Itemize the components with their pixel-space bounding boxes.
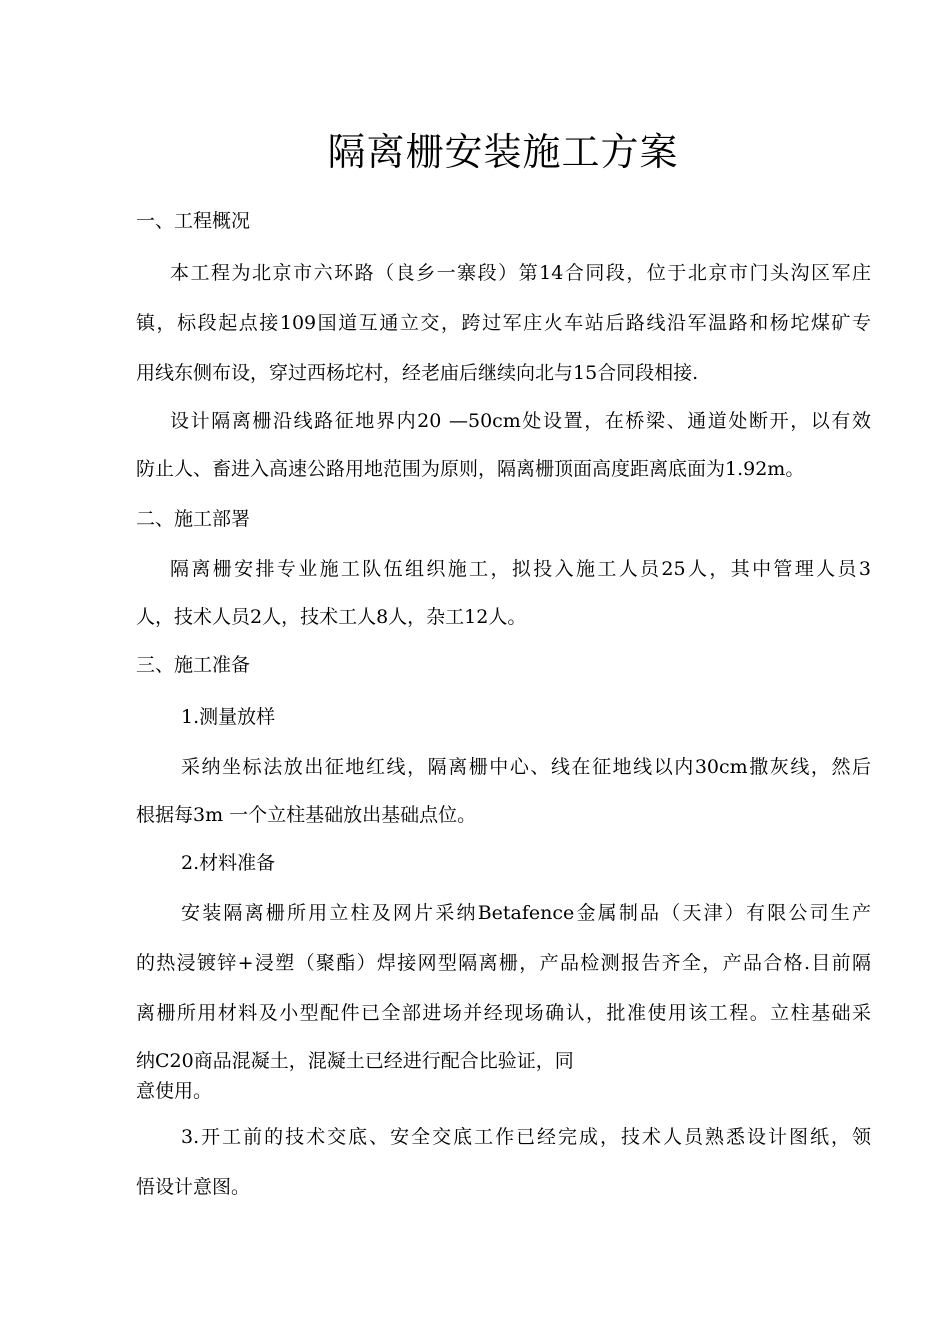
paragraph-line: 用线东侧布设，穿过西杨坨村，经老庙后继续向北与15合同段相接. (136, 362, 699, 384)
subsection-heading-survey: 1.测量放样 (181, 706, 276, 728)
section-heading-preparation: 三、施工准备 (136, 654, 251, 676)
paragraph-line: 隔离栅安排专业施工队伍组织施工，拟投入施工人员25人，其中管理人员3 (170, 558, 871, 580)
paragraph-line: 离栅所用材料及小型配件已全部进场并经现场确认，批准使用该工程。立柱基础采 (136, 1002, 871, 1024)
section-heading-overview: 一、工程概况 (136, 210, 251, 232)
section-heading-deployment: 二、施工部署 (136, 508, 251, 530)
paragraph-line: 本工程为北京市六环路（良乡一寨段）第14合同段，位于北京市门头沟区军庄 (170, 262, 871, 284)
paragraph-line: 安装隔离栅所用立柱及网片采纳Betafence金属制品（天津）有限公司生产 (181, 902, 871, 924)
subsection-heading-materials: 2.材料准备 (181, 852, 276, 874)
paragraph-line: 设计隔离栅沿线路征地界内20 —50cm处设置，在桥梁、通道处断开，以有效 (170, 410, 871, 432)
paragraph-line: 悟设计意图。 (136, 1176, 251, 1198)
paragraph-line: 根据每3m 一个立柱基础放出基础点位。 (136, 804, 477, 826)
document-title: 隔离栅安装施工方案 (327, 130, 679, 174)
paragraph-line: 3.开工前的技术交底、安全交底工作已经完成，技术人员熟悉设计图纸，领 (181, 1126, 871, 1148)
paragraph-line: 纳C20商品混凝土，混凝土已经进行配合比验证，同 (136, 1050, 574, 1072)
paragraph-line: 的热浸镀锌+浸塑（聚酯）焊接网型隔离栅，产品检测报告齐全，产品合格.目前隔 (136, 952, 871, 974)
paragraph-line: 人，技术人员2人，技术工人8人，杂工12人。 (136, 606, 527, 628)
paragraph-line: 采纳坐标法放出征地红线，隔离栅中心、线在征地线以内30cm撒灰线，然后 (181, 756, 871, 778)
paragraph-line: 镇，标段起点接109国道互通立交，跨过军庄火车站后路线沿军温路和杨坨煤矿专 (136, 312, 871, 334)
paragraph-line: 防止人、畜进入高速公路用地范围为原则，隔离栅顶面高度距离底面为1.92m。 (136, 458, 805, 480)
paragraph-line: 意使用。 (136, 1080, 213, 1102)
